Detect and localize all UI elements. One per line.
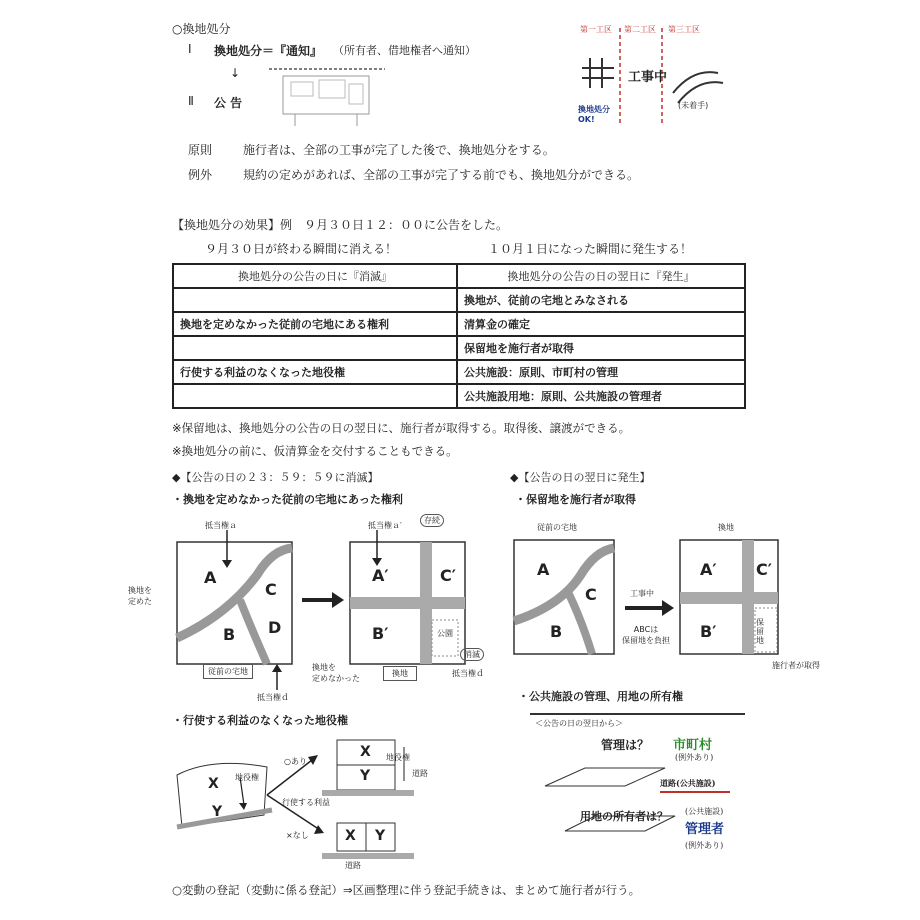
table-cell: 公共施設：原則、市町村の管理: [457, 360, 745, 384]
footer-note: ○変動の登記（変動に係る登記）⇒区画整理に伴う登記手続きは、まとめて施行者が行う。: [172, 883, 641, 897]
right-d-label: 抵当権ｄ: [257, 693, 289, 702]
construction-zones-figure: [578, 18, 740, 133]
lot-b-prime-right: B′: [700, 622, 717, 641]
lot-a-right: A: [537, 560, 550, 579]
zone3-label: 第三工区: [668, 25, 700, 34]
abc-note: ABCは 保留地を負担: [622, 625, 670, 645]
table-row: [173, 288, 745, 312]
reserve-label: 保留地: [756, 618, 764, 645]
left-heading: ◆【公告の日の２３：５９：５９に消滅】: [172, 471, 379, 484]
right-heading: ◆【公告の日の翌日に発生】: [510, 471, 651, 484]
lot-d: D: [268, 618, 282, 637]
lot-b-right: B: [550, 622, 563, 641]
handwritten-notes: [525, 706, 750, 866]
table-cell: 行使する利益のなくなった地役権: [173, 360, 457, 384]
zone1-ok-note: 換地処分OK!: [578, 105, 610, 124]
lot-c: C: [265, 580, 277, 599]
table-row: [173, 384, 745, 408]
effect-left-note: ９月３０日が終わる瞬間に消える！: [205, 242, 398, 256]
lot-c-prime: C′: [440, 566, 456, 585]
lot-x-after: X: [360, 744, 371, 760]
right-a2-label: 抵当権ａ′: [368, 521, 402, 530]
section-title: ○換地処分: [172, 22, 231, 36]
lot-x-no: X: [345, 828, 356, 844]
hw-road: 道路(公共施設): [660, 778, 716, 788]
hw-land-sub: (公共施設): [685, 807, 724, 816]
table-header-arise: 換地処分の公告の日の翌日に『発生』: [457, 264, 745, 288]
note-provisional: ※換地処分の前に、仮清算金を交付することもできる。: [172, 444, 458, 458]
lot-x: X: [208, 776, 219, 792]
after-lot-label: 換地: [383, 666, 417, 681]
lot-a: A: [204, 568, 217, 587]
table-header-extinct: 換地処分の公告の日に『消滅』: [173, 264, 457, 288]
step-arrow: ↓: [230, 66, 241, 80]
work-label: 工事中: [630, 589, 654, 598]
hw-city-sub: (例外あり): [675, 753, 714, 762]
lot-b: B: [223, 625, 236, 644]
exception-text: 規約の定めがあれば、全部の工事が完了する前でも、換地処分ができる。: [243, 168, 640, 182]
right-d2-label: 抵当権ｄ: [452, 669, 484, 678]
left-subheading: ・換地を定めなかった従前の宅地にあった権利: [172, 493, 403, 506]
hw-manager-sub: (例外あり): [685, 841, 724, 850]
table-cell: [173, 336, 457, 360]
lot-y: Y: [212, 804, 223, 820]
note-reserve-land: ※保留地は、換地処分の公告の日の翌日に、施行者が取得する。取得後、譲渡ができる。: [172, 421, 631, 435]
park-label: 公園: [437, 629, 453, 638]
easement-subheading: ・行使する利益のなくなった地役権: [172, 714, 348, 727]
table-cell: 換地を定めなかった従前の宅地にある権利: [173, 312, 457, 336]
lot-a-prime-right: A′: [700, 560, 717, 579]
table-cell: [173, 384, 457, 408]
table-row: [173, 360, 745, 384]
notice-board-illustration: [265, 66, 390, 128]
right-subheading: ・保留地を施行者が取得: [515, 493, 636, 506]
principle-text: 施行者は、全部の工事が完了した後で、換地処分をする。: [243, 143, 555, 157]
effect-heading: 【換地処分の効果】例 ９月３０日１２：００に公告をした。: [172, 218, 509, 232]
road-label-bottom: 道路: [345, 861, 361, 870]
lot-b-prime: B′: [372, 624, 389, 643]
table-cell: 公共施設用地：原則、公共施設の管理者: [457, 384, 745, 408]
exception-label: 例外: [188, 168, 213, 182]
easement-arrow-label: 地役権: [386, 753, 410, 762]
step2-main: 公 告: [214, 96, 243, 110]
hw-manage: 管理は？: [601, 738, 650, 752]
step1-sub: （所有者、借地権者へ通知）: [333, 44, 476, 57]
public-subheading: ・公共施設の管理、用地の所有権: [518, 690, 683, 703]
hw-city: 市町村: [673, 738, 713, 753]
before-lot-label: 従前の宅地: [203, 664, 253, 679]
table-row: [173, 312, 745, 336]
benefit-mid-note: 行使する利益: [282, 798, 330, 807]
zone3-note: (未着手): [678, 101, 709, 110]
replot-note-left: 換地を 定めた: [128, 586, 152, 606]
table-cell: 保留地を施行者が取得: [457, 336, 745, 360]
table-cell: 清算金の確定: [457, 312, 745, 336]
zone2-label: 第二工区: [624, 25, 656, 34]
easement-label: 地役権: [235, 773, 259, 782]
extinct-badge: 消滅: [460, 648, 484, 661]
hw-land-owner: 用地の所有者は？: [580, 810, 668, 823]
lot-c-right: C: [585, 585, 597, 604]
exists-badge: 存続: [420, 514, 444, 527]
step1-main: 換地処分＝『通知』: [214, 44, 323, 58]
acquirer-note: 施行者が取得: [772, 661, 820, 670]
right-a-label: 抵当権ａ: [205, 521, 237, 530]
replot-note-d: 換地を 定めなかった: [312, 663, 360, 683]
before-lot-label-right: 従前の宅地: [537, 523, 577, 532]
effects-table: [172, 263, 746, 409]
lot-a-prime: A′: [372, 566, 389, 585]
step1-number: Ⅰ: [188, 42, 192, 56]
step2-number: Ⅱ: [188, 94, 194, 108]
reserve-land-diagram: [510, 536, 790, 666]
table-cell: [173, 288, 457, 312]
benefit-no-label: ×なし: [286, 831, 309, 840]
lot-y-no: Y: [375, 828, 386, 844]
table-cell: 換地が、従前の宅地とみなされる: [457, 288, 745, 312]
road-label-top: 道路: [412, 769, 428, 778]
hw-from-next-day: ＜公告の日の翌日から＞: [535, 719, 623, 728]
lot-y-after: Y: [360, 768, 371, 784]
effect-right-note: １０月１日になった瞬間に発生する！: [488, 242, 693, 256]
benefit-yes-label: ○あり: [284, 757, 307, 766]
construction-text: 工事中: [628, 70, 668, 85]
zone1-label: 第一工区: [580, 25, 612, 34]
lot-c-prime-right: C′: [756, 560, 772, 579]
table-row: [173, 336, 745, 360]
principle-label: 原則: [188, 143, 213, 157]
hw-manager: 管理者: [685, 822, 725, 837]
after-lot-label-right: 換地: [718, 523, 734, 532]
